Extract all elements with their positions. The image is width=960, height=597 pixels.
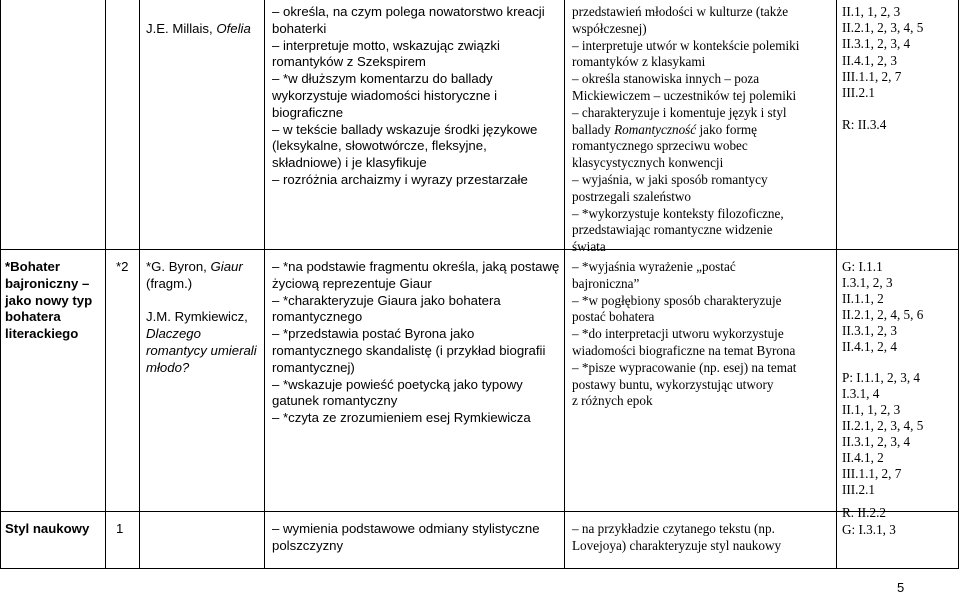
- code-line: III.1.1, 2, 7: [842, 68, 902, 84]
- topic-line: bajroniczny –: [5, 275, 90, 291]
- extended-line: z różnych epok: [572, 393, 653, 409]
- code-line: II.1, 1, 2, 3: [842, 4, 901, 19]
- code-line: R: II.3.4: [842, 117, 887, 133]
- objective-line: romantycznego skandalistę (i przykład biografii: [272, 342, 546, 358]
- topic-line: bohatera: [5, 309, 61, 325]
- extended-line: bajroniczna”: [572, 275, 640, 291]
- extended-line: – określa stanowiska innych – poza: [572, 71, 760, 87]
- extended-line: – charakteryzuje i komentuje język i styl: [572, 104, 787, 120]
- objective-line: – *charakteryzuje Giaura jako bohatera: [272, 292, 501, 308]
- row3-objectives: [272, 521, 540, 555]
- objective-line: – *przedstawia postać Byrona jako: [272, 326, 475, 342]
- objective-line: wykorzystuje wiadomości historyczne i: [272, 87, 497, 103]
- table-rule-h2: [0, 511, 959, 512]
- objective-line: (leksykalne, słowotwórcze, fleksyjne,: [272, 138, 487, 154]
- extended-line: ballady Romantyczność jako formę: [572, 121, 757, 137]
- code-line: [842, 354, 923, 370]
- objective-line: polszczyzny: [272, 537, 344, 553]
- code-line: II.2.1, 2, 4, 5, 6: [842, 306, 924, 322]
- code-line: II.1, 1, 2, 3: [842, 402, 901, 418]
- code-line: III.2.1: [842, 481, 875, 497]
- text-line: romantycy umierali: [146, 342, 257, 358]
- extended-line: romantyków z klasykami: [572, 54, 706, 70]
- objective-line: – *wskazuje powieść poetycką jako typowy: [272, 376, 523, 392]
- row1-texts-title: Ofelia: [216, 20, 251, 36]
- extended-line: – *wyjaśnia wyrażenie „postać: [572, 259, 736, 274]
- objective-line: romantyków z Szekspirem: [272, 54, 426, 70]
- table-rule-v6: [958, 0, 959, 569]
- table-rule-v5: [836, 0, 837, 569]
- extended-line: – *pisze wypracowanie (np. esej) na temat: [572, 359, 797, 375]
- row1-codes: [842, 4, 923, 134]
- text-line: (fragm.): [146, 275, 193, 291]
- objective-line: romantycznej): [272, 359, 355, 375]
- extended-line: postrzegali szaleństwo: [572, 188, 692, 204]
- extended-line: świata: [572, 239, 606, 255]
- extended-line: – *w pogłębiony sposób charakteryzuje: [572, 292, 782, 308]
- extended-line: postawy buntu, wykorzystując utwory: [572, 376, 774, 392]
- topic-line: jako nowy typ: [5, 292, 93, 308]
- extended-line: – *do interpretacji utworu wykorzystuje: [572, 326, 784, 342]
- row3-hours: 1: [116, 521, 124, 536]
- extended-line: przedstawień młodości w kulturze (także: [572, 4, 789, 19]
- extended-line: przedstawiając romantyczne widzenie: [572, 222, 773, 238]
- objective-line: – interpretuje motto, wskazując związki: [272, 37, 500, 53]
- code-line: I.3.1, 2, 3: [842, 274, 893, 290]
- extended-line: klasycystycznych konwencji: [572, 155, 724, 171]
- code-line: II.2.1, 2, 3, 4, 5: [842, 20, 924, 36]
- row3-codes: [842, 505, 896, 539]
- row2-hours: *2: [116, 259, 129, 274]
- objective-line: biograficzne: [272, 104, 344, 120]
- row2-topic: [5, 259, 92, 343]
- row3-topic: Styl naukowy: [5, 521, 90, 536]
- row2-codes: [842, 259, 923, 498]
- code-line: II.1.1, 2: [842, 290, 884, 306]
- objective-line: bohaterki: [272, 20, 327, 36]
- table-rule-h1: [0, 249, 959, 250]
- table-rule-v1: [105, 0, 106, 569]
- code-line: II.2.1, 2, 3, 4, 5: [842, 418, 924, 434]
- extended-line: – *wykorzystuje konteksty filozoficzne,: [572, 205, 784, 221]
- code-line: P: I.1.1, 2, 3, 4: [842, 370, 921, 386]
- row1-objectives: [272, 4, 545, 189]
- topic-line: literackiego: [5, 326, 79, 342]
- objective-line: – rozróżnia archaizmy i wyrazy przestarzałe: [272, 171, 528, 187]
- extended-line: Mickiewiczem – uczestników tej polemiki: [572, 87, 797, 103]
- code-line: III.1.1, 2, 7: [842, 465, 902, 481]
- objective-line: – *na podstawie fragmentu określa, jaką postawę: [272, 259, 560, 274]
- code-line: II.4.1, 2, 4: [842, 338, 897, 354]
- table-rule-h3: [0, 568, 959, 569]
- row2-objectives: [272, 259, 559, 427]
- objective-line: – *w dłuższym komentarzu do ballady: [272, 71, 493, 87]
- objective-line: gatunek romantyczny: [272, 393, 398, 409]
- code-line: II.3.1, 2, 3, 4: [842, 433, 911, 449]
- extended-line: Lovejoya) charakteryzuje styl naukowy: [572, 537, 782, 553]
- code-line: G: I.1.1: [842, 259, 883, 274]
- table-rule-v4: [564, 0, 565, 569]
- text-line: młodo?: [146, 359, 190, 375]
- objective-line: – *czyta ze zrozumieniem esej Rymkiewicza: [272, 410, 531, 426]
- text-line: [146, 293, 257, 310]
- row2-extended: [572, 259, 796, 410]
- code-line: G: I.3.1, 3: [842, 521, 896, 537]
- objective-line: składniowe) i je klasyfikuje: [272, 155, 427, 171]
- row3-extended: [572, 521, 781, 555]
- code-line: III.2.1: [842, 85, 875, 101]
- extended-line: – wyjaśnia, w jaki sposób romantycy: [572, 171, 768, 187]
- extended-line: wiadomości biograficzne na temat Byrona: [572, 342, 796, 358]
- text-line: *G. Byron, Giaur: [146, 259, 243, 274]
- table-rule-v2: [139, 0, 140, 569]
- table-rule-v0: [0, 0, 1, 569]
- code-line: II.4.1, 2, 3: [842, 52, 897, 68]
- objective-line: – określa, na czym polega nowatorstwo kreacji: [272, 4, 545, 19]
- code-line: R. II.2.2: [842, 505, 886, 520]
- row1-texts: [146, 4, 251, 54]
- code-line: I.3.1, 4: [842, 386, 880, 402]
- topic-line: *Bohater: [5, 259, 60, 274]
- text-line: J.M. Rymkiewicz,: [146, 309, 248, 325]
- table-rule-v3: [264, 0, 265, 569]
- row2-texts: [146, 259, 257, 377]
- extended-line: – na przykładzie czytanego tekstu (np.: [572, 521, 775, 536]
- extended-line: romantycznego sprzeciwu wobec: [572, 138, 748, 154]
- objective-line: – w tekście ballady wskazuje środki językowe: [272, 121, 538, 137]
- objective-line: romantycznego: [272, 309, 363, 325]
- code-line: II.4.1, 2: [842, 449, 884, 465]
- objective-line: – wymienia podstawowe odmiany stylistyczne: [272, 521, 540, 536]
- extended-line: współczesnej): [572, 20, 647, 36]
- page-number: 5: [897, 580, 905, 595]
- code-line: [842, 101, 923, 117]
- extended-line: – interpretuje utwór w kontekście polemiki: [572, 37, 800, 53]
- row1-texts-author: J.E. Millais,: [146, 20, 217, 36]
- row1-extended: [572, 4, 799, 256]
- text-line: Dlaczego: [146, 326, 201, 342]
- code-line: II.3.1, 2, 3: [842, 322, 897, 338]
- code-line: II.3.1, 2, 3, 4: [842, 36, 911, 52]
- objective-line: życiową reprezentuje Giaur: [272, 275, 432, 291]
- extended-line: postać bohatera: [572, 309, 655, 325]
